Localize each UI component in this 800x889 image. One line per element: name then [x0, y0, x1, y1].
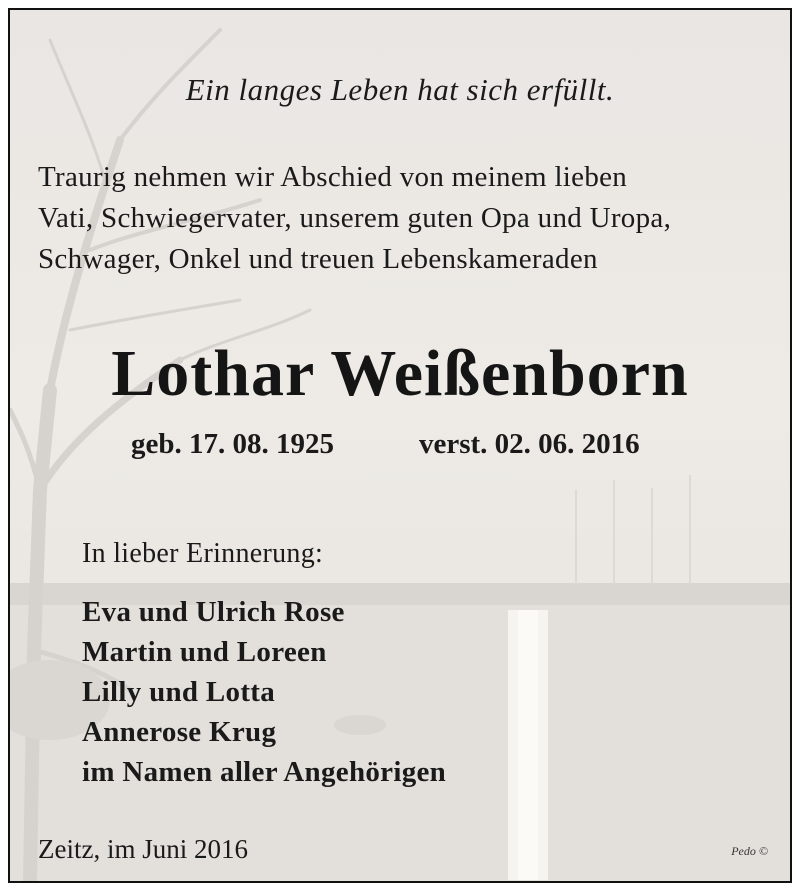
- mourner-entry: Annerose Krug: [82, 716, 277, 748]
- mourner-entry: im Namen aller Angehörigen: [82, 756, 447, 788]
- place-and-date: Zeitz, im Juni 2016: [38, 834, 248, 864]
- mourners-list: [82, 592, 446, 792]
- mourner-entry: Eva und Ulrich Rose: [82, 596, 345, 628]
- death-date: verst. 02. 06. 2016: [419, 428, 640, 460]
- memory-heading: In lieber Erinnerung:: [82, 538, 324, 569]
- birth-date: geb. 17. 08. 1925: [131, 428, 334, 460]
- mourner-entry: Martin und Loreen: [82, 636, 327, 668]
- intro-line: Traurig nehmen wir Abschied von meinem lieben: [38, 161, 628, 193]
- intro-text: [38, 157, 671, 280]
- deceased-name: Lothar Weißenborn: [111, 337, 689, 410]
- artist-signature: Pedo ©: [731, 844, 768, 858]
- obituary-card: [8, 8, 792, 883]
- mourner-entry: Lilly und Lotta: [82, 676, 276, 708]
- motto: Ein langes Leben hat sich erfüllt.: [185, 72, 615, 107]
- intro-line: Schwager, Onkel und treuen Lebenskameraden: [38, 243, 598, 275]
- intro-line: Vati, Schwiegervater, unserem guten Opa und Uropa,: [38, 202, 672, 234]
